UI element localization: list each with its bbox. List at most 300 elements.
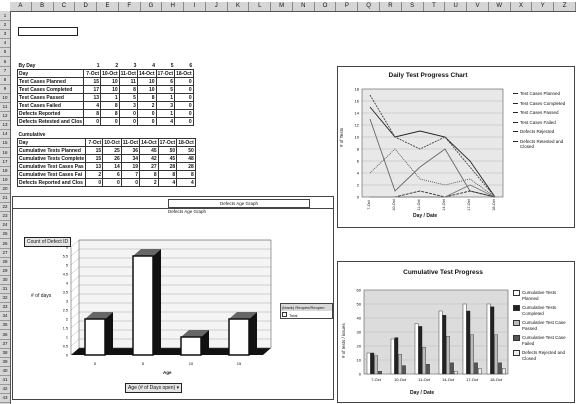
x-tick-label: 15 xyxy=(236,361,242,366)
row-header[interactable]: 1 xyxy=(0,11,10,21)
column-header[interactable]: Q xyxy=(358,2,380,11)
bar xyxy=(474,363,477,374)
row-header[interactable]: 3 xyxy=(0,29,10,39)
y-tick-label: 6 xyxy=(65,245,68,250)
table-cell[interactable]: 2 xyxy=(137,102,156,110)
row-header[interactable]: 17 xyxy=(0,157,10,167)
bar xyxy=(463,304,466,374)
y-tick-label: 40 xyxy=(356,315,361,321)
table-index-cell xyxy=(140,131,159,139)
table-cell[interactable]: 3 xyxy=(156,102,175,110)
table-cell[interactable]: 6 xyxy=(156,78,175,86)
selected-cell[interactable] xyxy=(18,27,78,36)
legend-swatch xyxy=(513,93,518,94)
aging-chart-xlabel: Age xyxy=(163,370,172,375)
table-cell[interactable]: 27 xyxy=(140,163,159,171)
x-tick-label: 14-Oct xyxy=(441,377,455,382)
row-header[interactable]: 6 xyxy=(0,57,10,67)
table-cell[interactable]: 4 xyxy=(156,118,175,126)
table-index-cell xyxy=(177,131,196,139)
row-header[interactable]: 26 xyxy=(0,239,10,249)
table-cell[interactable]: 17 xyxy=(84,86,101,94)
table-cell[interactable]: Cumulative Tests Complete xyxy=(19,155,85,162)
table-cell[interactable]: 14 xyxy=(103,163,122,171)
bar xyxy=(495,335,498,374)
by-day-table xyxy=(17,62,194,126)
column-header[interactable]: A xyxy=(10,2,32,11)
table-cell[interactable]: 0 xyxy=(175,86,194,94)
column-header[interactable]: X xyxy=(511,2,533,11)
legend-swatch xyxy=(513,350,520,356)
grid-line xyxy=(71,321,79,328)
age-bar[interactable] xyxy=(85,312,113,355)
row-header[interactable]: 10 xyxy=(0,93,10,103)
count-field-button[interactable]: Count of Defect ID xyxy=(24,237,71,247)
age-axis-field-label: Age (# of Days open) xyxy=(128,385,176,391)
legend-swatch xyxy=(513,290,520,296)
row-header[interactable]: 41 xyxy=(0,375,10,385)
aging-chart-legend xyxy=(280,303,333,319)
bar xyxy=(402,366,405,374)
y-tick-label: 10 xyxy=(354,134,359,140)
legend-item xyxy=(513,350,571,361)
legend-item xyxy=(513,305,571,316)
legend-label: Defects Rejected xyxy=(520,129,555,134)
legend-label: Cumulative Tests Completed xyxy=(522,305,557,316)
column-header[interactable]: L xyxy=(249,2,271,11)
table-cell[interactable]: 34 xyxy=(121,155,139,163)
daily-chart-title: Daily Test Progress Chart xyxy=(388,72,468,79)
age-bar[interactable] xyxy=(181,330,209,355)
y-tick-label: 5.5 xyxy=(62,254,68,259)
grid-line xyxy=(71,312,79,319)
table-cell[interactable]: Test Cases Failed xyxy=(18,102,84,110)
table-cell[interactable]: 8 xyxy=(137,94,156,102)
table-cell[interactable]: 0 xyxy=(119,110,137,118)
table-cell[interactable]: 0 xyxy=(175,94,194,102)
table-cell[interactable]: 42 xyxy=(140,155,159,163)
row-header[interactable]: 14 xyxy=(0,129,10,139)
bar xyxy=(367,353,370,374)
table-header-cell[interactable]: Day xyxy=(18,139,86,147)
row-header[interactable]: 39 xyxy=(0,357,10,367)
table-cell[interactable]: 0 xyxy=(103,179,122,187)
grid-line xyxy=(71,267,79,274)
column-header[interactable]: K xyxy=(228,2,250,11)
table-cell[interactable]: 15 xyxy=(84,78,101,86)
daily-chart-legend xyxy=(513,91,571,154)
legend-item xyxy=(513,110,571,116)
row-header[interactable]: 33 xyxy=(0,302,10,312)
row-header[interactable]: 35 xyxy=(0,320,10,330)
row-header[interactable]: 38 xyxy=(0,348,10,358)
legend-item xyxy=(513,129,571,135)
y-tick-label: 4 xyxy=(356,170,359,176)
table-cell[interactable]: 0 xyxy=(175,118,194,126)
grid-line xyxy=(71,285,79,292)
table-cell[interactable]: Defects Reported and Clos xyxy=(18,179,86,187)
legend-swatch xyxy=(513,141,518,142)
y-tick-label: 4 xyxy=(65,281,68,286)
y-tick-label: 2.5 xyxy=(62,308,68,313)
grid-line xyxy=(71,330,79,337)
table-row xyxy=(18,118,194,126)
table-row xyxy=(18,94,194,102)
bar xyxy=(375,356,378,374)
row-header[interactable]: 5 xyxy=(0,47,10,57)
table-index-cell xyxy=(158,131,177,139)
legend-swatch xyxy=(513,103,518,104)
table-cell[interactable]: 50 xyxy=(177,147,196,155)
table-cell[interactable]: 50 xyxy=(158,147,177,155)
y-tick-label: 3 xyxy=(65,299,68,304)
bar xyxy=(454,371,457,374)
table-cell[interactable]: 26 xyxy=(103,155,122,163)
grid-line xyxy=(71,294,79,301)
cumulative-chart-ylabel: # of tests / issues xyxy=(341,323,346,358)
table-cell[interactable]: 4 xyxy=(84,102,101,110)
row-header[interactable]: 20 xyxy=(0,184,10,194)
column-header[interactable]: E xyxy=(97,2,119,11)
table-header-cell[interactable]: 7-Oct xyxy=(86,139,103,147)
legend-label: Defects Retested and Closed xyxy=(520,138,564,149)
y-tick-label: 0 xyxy=(358,371,361,377)
y-tick-label: 16 xyxy=(354,98,359,104)
table-header-cell[interactable]: 11-Oct xyxy=(122,139,139,146)
row-header[interactable]: 29 xyxy=(0,266,10,276)
table-cell[interactable]: Test Cases Passed xyxy=(18,94,84,102)
table-cell[interactable]: 2 xyxy=(86,171,103,179)
row-header[interactable]: 16 xyxy=(0,148,10,158)
table-cell[interactable]: 45 xyxy=(140,147,159,155)
column-header[interactable]: P xyxy=(336,2,358,11)
age-axis-field-button[interactable] xyxy=(125,383,182,393)
row-header[interactable]: 32 xyxy=(0,293,10,303)
defects-age-chart[interactable] xyxy=(12,196,334,400)
y-tick-label: 12 xyxy=(354,122,359,128)
table-cell[interactable]: Cumulative Test Cases Fai xyxy=(18,171,86,179)
table-row xyxy=(18,102,194,110)
y-tick-label: 8 xyxy=(356,146,359,152)
table-header-cell[interactable]: 18-Oct xyxy=(178,139,194,146)
table-index-cell xyxy=(86,131,103,139)
column-header[interactable]: S xyxy=(402,2,424,11)
grid-line xyxy=(71,276,79,283)
legend-item xyxy=(513,139,571,150)
legend-item-total xyxy=(281,311,332,318)
table-cell[interactable]: 0 xyxy=(121,179,139,187)
legend-item xyxy=(513,101,571,107)
row-header[interactable]: 22 xyxy=(0,202,10,212)
table-cell[interactable]: 13 xyxy=(84,94,101,102)
y-tick-label: 30 xyxy=(356,329,361,335)
column-header[interactable]: W xyxy=(489,2,511,11)
table-cell[interactable]: 10 xyxy=(137,86,156,94)
daily-progress-chart[interactable] xyxy=(337,66,575,228)
table-header-cell[interactable]: 14-Oct xyxy=(141,139,157,146)
column-header[interactable]: U xyxy=(445,2,467,11)
table-cell[interactable]: 11 xyxy=(119,78,137,86)
legend-label: Test Cases Planned xyxy=(520,91,561,96)
table-row xyxy=(18,86,194,94)
table-cell[interactable]: 8 xyxy=(140,171,159,179)
y-tick-label: 0.5 xyxy=(62,344,68,349)
table-index-cell: 5 xyxy=(170,62,174,69)
table-cell[interactable]: 1 xyxy=(156,110,175,118)
table-row xyxy=(18,179,196,187)
table-cell[interactable]: Test Cases Planned xyxy=(18,78,84,86)
table-cell[interactable]: 0 xyxy=(137,110,156,118)
column-header[interactable]: R xyxy=(380,2,402,11)
table-cell[interactable]: 0 xyxy=(175,78,194,86)
table-cell[interactable]: 0 xyxy=(101,118,120,126)
table-cell[interactable]: 45 xyxy=(158,155,177,163)
bar xyxy=(487,304,490,374)
y-tick-label: 18 xyxy=(354,86,359,92)
legend-swatch xyxy=(513,335,520,341)
column-header[interactable]: M xyxy=(271,2,293,11)
row-header[interactable]: 7 xyxy=(0,66,10,76)
row-header[interactable]: 4 xyxy=(0,38,10,48)
bar xyxy=(450,363,453,374)
legend-label: Test Cases Passed xyxy=(520,110,559,115)
aging-chart-ylabel: # of days xyxy=(31,293,52,299)
bar xyxy=(491,307,494,374)
bar xyxy=(478,368,481,374)
column-header[interactable]: N xyxy=(293,2,315,11)
table-cell[interactable]: 19 xyxy=(121,163,139,171)
table-cell[interactable]: 36 xyxy=(121,147,139,155)
legend-swatch xyxy=(513,320,520,326)
row-header[interactable]: 34 xyxy=(0,311,10,321)
row-header[interactable]: 25 xyxy=(0,229,10,239)
table-row xyxy=(18,163,196,171)
table-header-cell[interactable]: 10-Oct xyxy=(102,70,118,77)
table-header-cell[interactable]: Day xyxy=(18,70,84,78)
row-header[interactable]: 15 xyxy=(0,138,10,148)
table-cell[interactable]: 15 xyxy=(86,147,103,155)
column-header[interactable]: V xyxy=(467,2,489,11)
row-header[interactable]: 27 xyxy=(0,248,10,258)
table-cell[interactable]: 0 xyxy=(119,118,137,126)
column-header[interactable]: G xyxy=(141,2,163,11)
x-tick-label: 5 xyxy=(141,361,145,366)
table-cell[interactable]: 25 xyxy=(103,147,122,155)
table-cell[interactable]: 1 xyxy=(101,94,120,102)
table-cell[interactable]: 8 xyxy=(119,86,137,94)
aging-chart-plot xyxy=(13,197,333,399)
table-cell[interactable]: Cumulative Test Cases Pas xyxy=(18,163,86,171)
table-cell[interactable]: Defects Reported xyxy=(18,110,84,118)
table-cell[interactable]: 3 xyxy=(119,102,137,110)
bar xyxy=(447,336,450,374)
table-header-cell[interactable]: 7-Oct xyxy=(84,70,101,78)
table-cell[interactable]: 48 xyxy=(177,155,196,163)
table-cell[interactable]: 8 xyxy=(101,110,120,118)
table-header-cell[interactable]: 17-Oct xyxy=(159,139,176,146)
row-header[interactable]: 37 xyxy=(0,339,10,349)
column-header[interactable]: J xyxy=(206,2,228,11)
bar xyxy=(378,371,381,374)
row-header[interactable]: 12 xyxy=(0,111,10,121)
table-cell[interactable]: 15 xyxy=(86,155,103,163)
table-cell[interactable]: 5 xyxy=(156,86,175,94)
table-cell[interactable]: 8 xyxy=(101,102,120,110)
row-header[interactable]: 11 xyxy=(0,102,10,112)
bar xyxy=(426,364,429,374)
table-cell[interactable]: 10 xyxy=(101,86,120,94)
y-tick-label: 10 xyxy=(356,357,361,363)
y-tick-label: 1 xyxy=(65,335,68,340)
row-header[interactable]: 31 xyxy=(0,284,10,294)
grid-line xyxy=(71,303,79,310)
legend-item-blank: (blank) Reopen/Reopen xyxy=(281,304,332,311)
table-index-cell: 2 xyxy=(115,62,119,69)
table-cell[interactable]: 28 xyxy=(158,163,177,171)
legend-label: Test Cases Failed xyxy=(520,119,556,125)
row-header[interactable]: 30 xyxy=(0,275,10,285)
cumulative-table xyxy=(17,131,196,187)
table-cell[interactable]: Test Cases Completed xyxy=(18,86,84,94)
table-header-cell[interactable]: 10-Oct xyxy=(104,139,120,146)
row-header[interactable]: 21 xyxy=(0,193,10,203)
x-tick-label: 14-Oct xyxy=(442,199,446,211)
legend-label: Defects Rejected and Closed xyxy=(522,350,566,361)
x-tick-label: 17-Oct xyxy=(467,199,471,211)
row-header[interactable]: 28 xyxy=(0,257,10,267)
y-tick-label: 20 xyxy=(356,343,361,349)
table-row xyxy=(18,110,194,118)
grid-line xyxy=(71,258,79,265)
table-index-cell xyxy=(121,131,139,139)
table-index-cell: 3 xyxy=(133,62,137,69)
column-header[interactable]: O xyxy=(315,2,337,11)
table-index-cell xyxy=(103,131,122,139)
legend-swatch xyxy=(513,122,518,123)
bar xyxy=(419,326,422,374)
legend-swatch xyxy=(513,131,518,132)
table-cell[interactable]: 13 xyxy=(86,163,103,171)
table-row xyxy=(18,155,196,163)
column-header[interactable]: D xyxy=(75,2,97,11)
table-index-cell: 1 xyxy=(96,62,100,69)
table-cell[interactable]: 2 xyxy=(140,179,159,187)
y-tick-label: 2 xyxy=(65,317,68,322)
row-header[interactable]: 43 xyxy=(0,393,10,403)
table-row xyxy=(18,171,196,179)
row-header[interactable]: 42 xyxy=(0,384,10,394)
row-header[interactable]: 36 xyxy=(0,330,10,340)
row-header[interactable]: 18 xyxy=(0,166,10,176)
column-header[interactable]: Y xyxy=(532,2,554,11)
y-tick-label: 1.5 xyxy=(62,326,68,331)
dropdown-arrow-icon: ▾ xyxy=(176,385,180,391)
column-header[interactable]: B xyxy=(32,2,54,11)
age-bar[interactable] xyxy=(133,249,161,355)
row-header[interactable]: 13 xyxy=(0,120,10,130)
table-cell[interactable]: 7 xyxy=(121,171,139,179)
x-tick-label: 11-Oct xyxy=(417,199,421,211)
bar xyxy=(371,353,374,374)
table-cell[interactable]: 1 xyxy=(156,94,175,102)
row-header[interactable]: 24 xyxy=(0,220,10,230)
column-header[interactable]: Z xyxy=(554,2,576,11)
table-cell[interactable]: Cumulative Tests Planned xyxy=(18,147,86,155)
column-header[interactable]: H xyxy=(162,2,184,11)
table-cell[interactable]: 10 xyxy=(101,78,120,86)
table-cell[interactable]: 0 xyxy=(137,118,156,126)
row-header[interactable]: 9 xyxy=(0,84,10,94)
table-header-cell[interactable]: 11-Oct xyxy=(120,70,136,77)
cumulative-chart-title: Cumulative Test Progress xyxy=(403,269,483,276)
table-row xyxy=(18,147,196,155)
row-header[interactable]: 19 xyxy=(0,175,10,185)
legend-label: Test Cases Completed xyxy=(520,100,566,106)
legend-item xyxy=(513,120,571,126)
table-cell[interactable]: 8 xyxy=(158,171,177,179)
table-cell[interactable]: 4 xyxy=(177,179,196,187)
table-cell[interactable]: Defects Retested and Clos xyxy=(19,118,83,125)
row-header[interactable]: 8 xyxy=(0,75,10,85)
table-cell[interactable]: 8 xyxy=(177,171,196,179)
cumulative-progress-chart[interactable] xyxy=(337,261,575,403)
row-header[interactable]: 2 xyxy=(0,20,10,30)
table-cell[interactable]: 0 xyxy=(175,102,194,110)
table-cell[interactable]: 5 xyxy=(119,94,137,102)
column-header[interactable]: C xyxy=(54,2,76,11)
column-header[interactable]: I xyxy=(184,2,206,11)
bar xyxy=(498,363,501,374)
table-cell[interactable]: 28 xyxy=(177,163,196,171)
column-header-bar xyxy=(10,2,576,12)
table-header-cell[interactable]: 17-Oct xyxy=(157,70,174,77)
x-tick-label: 11-Oct xyxy=(418,377,430,382)
bar xyxy=(415,324,418,374)
table-cell[interactable]: 0 xyxy=(84,118,101,126)
age-bar[interactable] xyxy=(229,312,257,355)
legend-item xyxy=(513,290,571,301)
bar xyxy=(423,347,426,374)
table-row xyxy=(18,78,194,86)
x-tick-label: 10-Oct xyxy=(393,377,407,382)
daily-chart-ylabel: # of Tests xyxy=(339,127,344,147)
y-tick-label: 0 xyxy=(356,194,359,200)
legend-item xyxy=(513,91,571,97)
table-header-cell[interactable]: 14-Oct xyxy=(138,70,155,77)
bar xyxy=(399,354,402,374)
table-cell[interactable]: 8 xyxy=(84,110,101,118)
table-cell[interactable]: 4 xyxy=(158,179,177,187)
row-header[interactable]: 40 xyxy=(0,366,10,376)
column-header[interactable]: T xyxy=(424,2,446,11)
table-index-cell: 6 xyxy=(189,62,193,69)
table-header-cell[interactable]: 18-Oct xyxy=(176,70,192,77)
column-header[interactable]: F xyxy=(119,2,141,11)
x-tick-label: 0 xyxy=(93,361,97,366)
legend-item-total-label: Total xyxy=(289,313,298,318)
x-tick-label: 10-Oct xyxy=(392,199,396,211)
y-tick-label: 14 xyxy=(354,110,359,116)
y-tick-label: 4.5 xyxy=(62,272,68,277)
legend-label: Cumulative Tests Planned xyxy=(522,290,557,301)
table-section-title: Cumulative xyxy=(18,131,46,138)
table-cell[interactable]: 6 xyxy=(103,171,122,179)
table-cell[interactable]: 0 xyxy=(175,110,194,118)
table-cell[interactable]: 0 xyxy=(86,179,103,187)
y-tick-label: 60 xyxy=(356,287,361,293)
row-header[interactable]: 23 xyxy=(0,211,10,221)
table-cell[interactable]: 10 xyxy=(137,78,156,86)
